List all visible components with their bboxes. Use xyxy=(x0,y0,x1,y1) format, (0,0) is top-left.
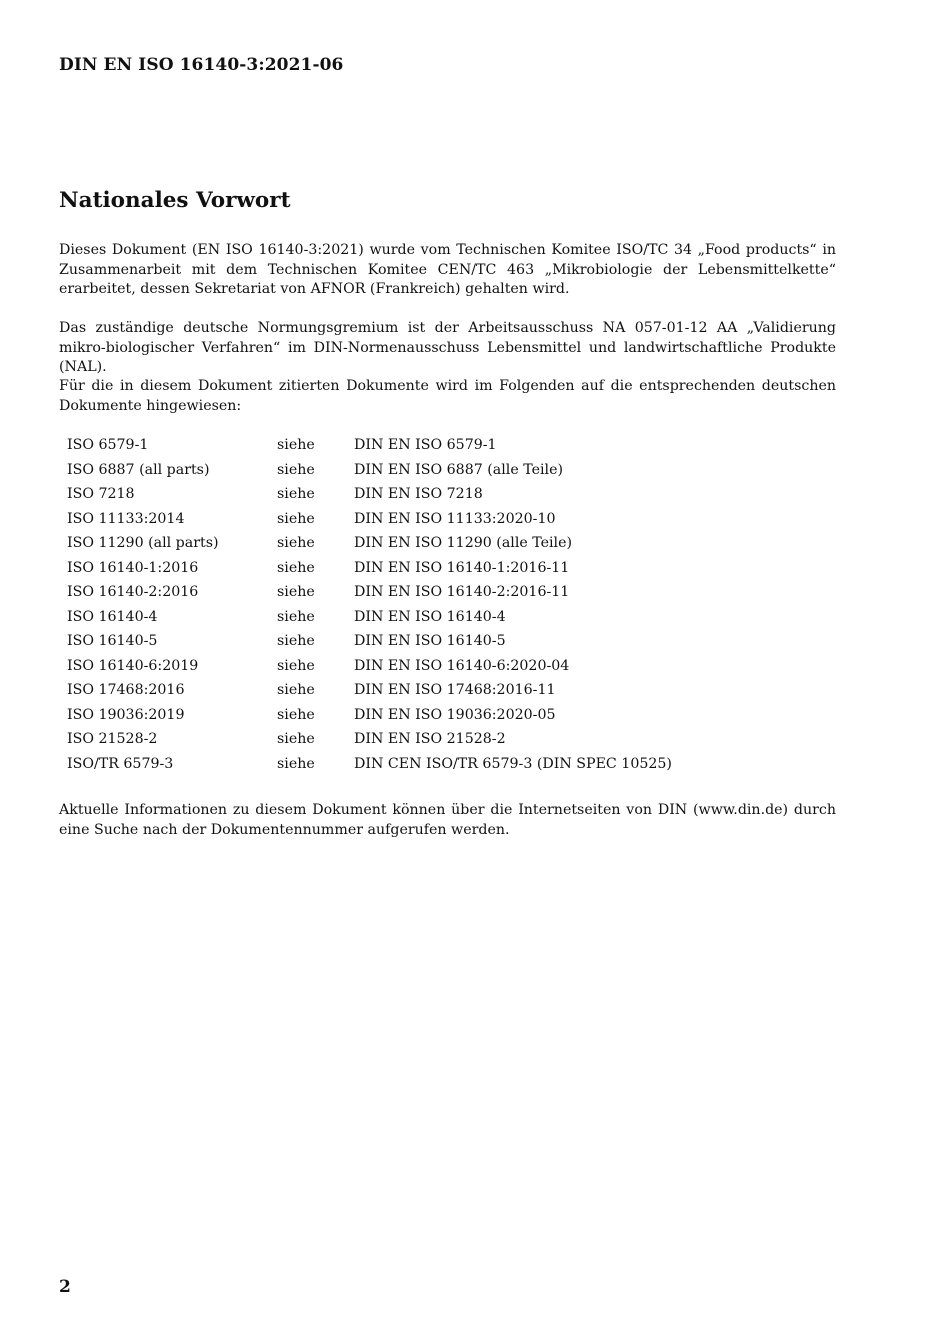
iso-reference: ISO 16140-4 xyxy=(67,608,158,625)
din-reference: DIN EN ISO 16140-6:2020-04 xyxy=(354,657,570,674)
din-reference: DIN EN ISO 6579-1 xyxy=(354,437,497,454)
section-title: Nationales Vorwort xyxy=(59,188,291,213)
iso-reference: ISO 19036:2019 xyxy=(67,706,185,723)
see-label: siehe xyxy=(277,755,315,772)
see-label: siehe xyxy=(277,559,315,576)
din-reference: DIN EN ISO 16140-1:2016-11 xyxy=(354,559,570,576)
iso-reference: ISO/TR 6579-3 xyxy=(67,755,174,772)
see-label: siehe xyxy=(277,486,315,503)
see-label: siehe xyxy=(277,633,315,650)
iso-reference: ISO 21528-2 xyxy=(67,731,158,748)
table-row xyxy=(67,703,672,728)
page-number: 2 xyxy=(59,1277,71,1297)
iso-reference: ISO 17468:2016 xyxy=(67,682,185,699)
din-reference: DIN EN ISO 11133:2020-10 xyxy=(354,510,556,527)
iso-reference: ISO 6579-1 xyxy=(67,437,149,454)
din-reference: DIN EN ISO 11290 (alle Teile) xyxy=(354,535,573,552)
table-row xyxy=(67,727,672,752)
din-reference: DIN EN ISO 7218 xyxy=(354,486,483,503)
paragraph-references-intro: Für die in diesem Dokument zitierten Dokumente wird im Folgenden auf die entsprechenden deutschen Dokumente hingewiesen: xyxy=(59,378,836,414)
iso-reference: ISO 7218 xyxy=(67,486,135,503)
table-row xyxy=(67,678,672,703)
table-row xyxy=(67,752,672,777)
see-label: siehe xyxy=(277,584,315,601)
see-label: siehe xyxy=(277,682,315,699)
table-row xyxy=(67,482,672,507)
din-reference: DIN EN ISO 17468:2016-11 xyxy=(354,682,556,699)
din-reference: DIN EN ISO 16140-5 xyxy=(354,633,506,650)
see-label: siehe xyxy=(277,657,315,674)
iso-reference: ISO 16140-6:2019 xyxy=(67,657,199,674)
din-reference: DIN EN ISO 19036:2020-05 xyxy=(354,706,556,723)
see-label: siehe xyxy=(277,510,315,527)
document-id: DIN EN ISO 16140-3:2021-06 xyxy=(59,55,344,75)
din-reference: DIN EN ISO 6887 (alle Teile) xyxy=(354,461,564,478)
reference-table-body xyxy=(67,433,672,776)
din-reference: DIN EN ISO 16140-2:2016-11 xyxy=(354,584,570,601)
din-reference: DIN CEN ISO/TR 6579-3 (DIN SPEC 10525) xyxy=(354,755,672,772)
table-row xyxy=(67,433,672,458)
table-row xyxy=(67,580,672,605)
see-label: siehe xyxy=(277,608,315,625)
table-row xyxy=(67,654,672,679)
see-label: siehe xyxy=(277,437,315,454)
see-label: siehe xyxy=(277,535,315,552)
paragraph-standards-body: Das zuständige deutsche Normungsgremium ist der Arbeitsausschuss NA 057-01-12 AA „Validierung mikro-biologischer Verfahren“ im DIN-Normenausschuss Lebensmittel und landwirtschaftliche Produkte (NAL). xyxy=(59,320,836,375)
iso-reference: ISO 6887 (all parts) xyxy=(67,461,210,478)
table-row xyxy=(67,605,672,630)
table-row xyxy=(67,458,672,483)
iso-reference: ISO 11133:2014 xyxy=(67,510,185,527)
iso-reference: ISO 16140-5 xyxy=(67,633,158,650)
table-row xyxy=(67,507,672,532)
see-label: siehe xyxy=(277,731,315,748)
table-row xyxy=(67,531,672,556)
iso-reference: ISO 16140-2:2016 xyxy=(67,584,199,601)
table-row xyxy=(67,629,672,654)
iso-reference: ISO 16140-1:2016 xyxy=(67,559,199,576)
iso-reference: ISO 11290 (all parts) xyxy=(67,535,219,552)
paragraph-committee: Dieses Dokument (EN ISO 16140-3:2021) wurde vom Technischen Komitee ISO/TC 34 „Food products“ in Zusammenarbeit mit dem Technischen Komitee CEN/TC 463 „Mikrobiologie der Lebensmittelkette“ erarbeitet, dessen Sekretariat von AFNOR (Frankreich) gehalten wird. xyxy=(59,242,836,297)
see-label: siehe xyxy=(277,706,315,723)
din-reference: DIN EN ISO 16140-4 xyxy=(354,608,506,625)
table-row xyxy=(67,556,672,581)
din-reference: DIN EN ISO 21528-2 xyxy=(354,731,506,748)
see-label: siehe xyxy=(277,461,315,478)
paragraph-info: Aktuelle Informationen zu diesem Dokument können über die Internetseiten von DIN (www.din.de) durch eine Suche nach der Dokumentennummer aufgerufen werden. xyxy=(59,802,836,838)
reference-table xyxy=(67,433,672,776)
